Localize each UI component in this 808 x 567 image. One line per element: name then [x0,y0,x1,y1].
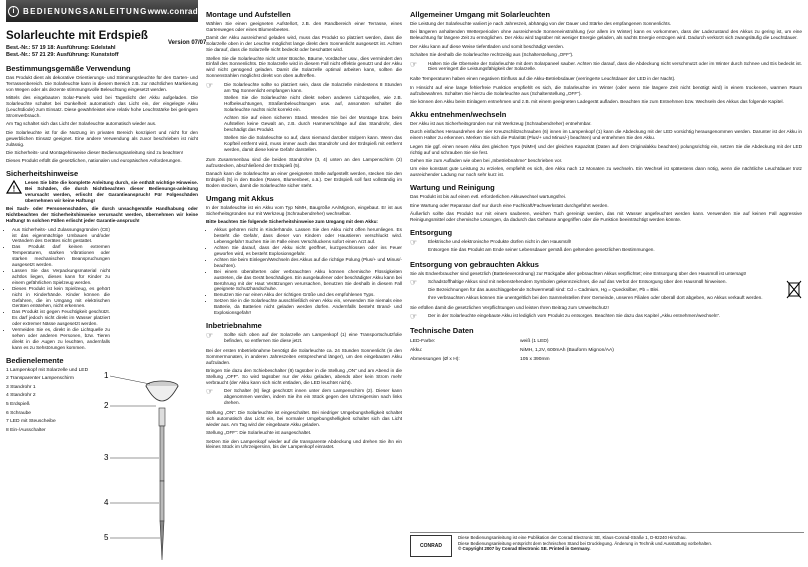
crossed-bin-icon [786,279,802,299]
paragraph: Legen Sie ggf. einen neuen Akku des gleichen Typs (NiMH) und der gleichen Kapazität (Daten auf dem Originalakku beachten) polungsrichtig ein, setzen Sie die Abdeckung mit der LED richtig auf und schrauben Sie sie fest. [410,143,802,155]
paragraph: Damit der Akku ausreichend geladen wird, muss das Produkt so platziert werden, dass die Solarzelle oben in der Leuchte möglichst lange direkt dem Sonnenlicht ausgesetzt ist. Achten Sie darauf, dass die Solarzelle nicht bedeckt oder beschattet wird. [206,35,402,53]
order-number: Best.-Nr.: 57 21 29: Ausführung: Kunststoff [6,52,119,58]
paragraph: Schalten Sie deshalb die Solarleuchte rechtzeitig aus (Schalterstellung „OFF“). [410,52,574,58]
list-item: 4 Standrohr 2 [6,393,36,399]
tech-row: LED-Farbe: weiß (1 LED) [410,339,549,345]
paragraph: Mittels des eingebauten Solar-Panels wird bei Tageslicht der Akku aufgeladen. Die Solarleuchte schaltet bei Dunkelheit automatisch das Licht ein, der eingelegte Akku (Leuchtdiode) zum Einsatz. Diese gewährleistet eine relativ hohe Leuchtstärke bei geringem Stromverbrauch. [6,95,198,118]
heading-controls: Bedienelemente [6,355,64,365]
note-text: Elektrische und elektronische Produkte dürfen nicht in den Hausmüll! [428,238,572,244]
pointing-hand-icon: ☞ [410,59,418,69]
paragraph: Die Solarleuchte ist für die Nutzung im privaten Bereich konzipiert und nicht für den gewerblichen Einsatz geeignet. Eine andere Verwendung als zuvor beschrieben ist nicht zulässig. [6,129,198,147]
pointing-hand-icon: ☞ [410,278,418,288]
paragraph: Um eine konstant gute Leistung zu erzielen, empfiehlt es sich, den Akku nach 12 Monaten zu wechseln. Ein Wechsel ist spätestens dann nötig, wenn die nächtliche Leuchtdauer trotz ausreichender Ladung nur noch sehr kurz ist. [410,166,802,178]
page-title: Solarleuchte mit Erdspieß [6,30,148,42]
list-item: 6 Schraube [6,410,32,416]
header-bar [6,0,218,22]
note-text: Der in der Solarleuchte eingebaute Akku ist lediglich vom Produkt zu entsorgen. Beachten Sie dazu das Kapitel „Akku entnehmen/wechseln“. [428,313,721,319]
paragraph: Stellung „OFF“: Die Solarleuchte ist ausgeschaltet. [206,430,312,436]
note-text: Achten Sie auf einen sicheren Stand. Wenden Sie bei der Montage bzw. beim Aufstellen keine Gewalt an, z.B. durch Hammerschläge auf das Standrohr, dies beschädigt das Produkt. [224,115,402,132]
heading-battery-disposal: Entsorgung von gebrauchten Akkus [410,259,539,269]
paragraph: Der Akku ist aus Sicherheitsgründen nur mit Werkzeug (Schraubendreher) entnehmbar. [410,120,592,126]
heading-maintenance: Wartung und Reinigung [410,183,495,193]
heading-safety: Sicherheitshinweise [6,169,79,179]
note-text: Stellen Sie die Solarleuchte so auf, dass niemand darüber stolpern kann. Wenn das Kopfteil entfernt wird, muss immer auch das Standrohr und der Erdspieß mit entfernt werden, damit diese keine Gefahr darstellen. [224,134,402,152]
list-item: • Das Produkt ist gegen Feuchtigkeit geschützt. Es darf jedoch nicht direkt im Wasser platziert oder extremer Nässe ausgesetzt werden. [12,309,110,327]
paragraph: Äußerlich sollte das Produkt nur mit einem sauberen, weichen Tuch gereinigt werden, das mit Wasser angefeuchtet werden kann. Verwenden Sie auf keinen Fall aggressive Reinigungsmittel oder chemische Lösungen, da dadurch das Gehäuse angegriffen oder die Funktion beeinträchtigt werden könnte. [410,211,802,222]
paragraph: Die Sicherheits- und Montagehinweise dieser Bedienungsanleitung sind zu beachten! [6,149,184,155]
manual-label: BEDIENUNGSANLEITUNG [23,6,148,16]
order-number: Best.-Nr.: 57 19 18: Ausführung: Edelstahl [6,45,116,51]
paragraph: Dieses Produkt erfüllt die gesetzlichen, nationalen und europäischen Anforderungen. [6,158,182,164]
paragraph: Das Produkt dient als dekorative Orientierungs- und Stimmungsleuchte für den Garten- und Terrassenbereich. Die Solarleuchte kann in diesem Bereich z.B. zur nächtlichen Markierung von Wegen oder als dezente stimmungsvolle Beleuchtung eingesetzt werden. [6,75,198,92]
callout-3: 3 [104,453,109,462]
footer-text: Diese Bedienungsanleitung ist eine Publikation der Conrad Electronic SE, Klaus-Conrad-Straße 1, D-92240 Hirschau. Diese Bedienungsanleitung entspricht dem technischen Stand bei Drucklegung. Änderung in Technik und Ausstattung vorbehalten. © Copyright 2007 by Conrad Electronic SE. Printed in Germany. [458,535,804,563]
paragraph: Bei der ersten Inbetriebnahme benötigt die Solarleuchte ca. 24 Stunden Sonnenlicht (in den Sommermonaten, in anderen Jahreszeiten entsprechend länger), um den eingebauten Akku aufzuladen. [206,347,402,365]
note-text: Halten Sie die Oberseite der Solarleuchte mit dem Solarpaneel sauber. Achten Sie darauf, dass die Abdeckung nicht verschmutzt oder im Winter durch Schnee und Eis bedeckt ist. Dies verringert die Leistungsfähigkeit der Solarzelle. [428,60,802,72]
conrad-logo: CONRAD [410,535,452,557]
note-text: Der Schalter (8) liegt geschützt innen unter dem Lampenschirm (2). Dieser kann abgenommen werden, indem Sie ihn ein Stück gegen den Uhrzeigersinn nach links drehen. [224,388,402,406]
paragraph: Sie erfüllen damit die gesetzlichen Verpflichtungen und leisten Ihren Beitrag zum Umweltschutz! [410,304,609,310]
battery-safety-list [206,227,402,316]
list-item: 8 Ein-/Ausschalter [6,427,46,433]
paragraph: Bei längeren anhaltenden Wetterperioden ohne ausreichende Sonneneinstrahlung (vor allem im Winter) kann es vorkommen, dass der Ladezustand des Akkus zu gering ist, um eine Beleuchtung für längere Zeit zu ermöglichen. Der Akku wird tagsüber mit weniger Energie geladen, als nachts Energie entzogen wird. Dadurch verkürzt sich zwangsläufig die Leuchtdauer. [410,29,802,41]
heading-intended-use: Bestimmungsgemäße Verwendung [6,64,131,73]
callout-4: 4 [104,498,109,507]
note-block [410,61,802,75]
heading-general-handling: Allgemeiner Umgang mit Solarleuchten [410,10,551,19]
heading-tech-data: Technische Daten [410,326,474,336]
paragraph: Wählen Sie einen geeigneten Aufstellort, z.B. den Randbereich einer Terrasse, eines Gartenweges oder eines Blumenbeetes. [206,21,402,32]
list-item: 5 Erdspieß [6,402,30,408]
footer [410,532,804,563]
paragraph: Eine Wartung oder Reparatur darf nur durch eine Fachkraft/Fachwerkstatt durchgeführt werden. [410,202,609,208]
lamp-illustration [102,368,196,564]
paragraph: Durch einfaches Herausdrehen der vier Kreuzschlitzschrauben (6) innen im Lampenkopf (1) kann die Abdeckung mit der LED vorsichtig herausgenommen werden. Darunter ist der Akku in einem Halter zu erkennen. Merken Sie sich die Polarität (Plus/+ und Minus/-) beachten) und entnehmen Sie den Akku. [410,129,802,141]
safety-list [6,227,110,351]
paragraph: In Hinsicht auf eine lange fehlerfreie Funktion empfiehlt es sich, die Solarleuchte im Winter (oder wenn Sie längere Zeit nicht benötigt wird) in einem trockenen, warmen Raum aufzubewahren. Schalten Sie hierzu die Solarleuchte aus (Schalterstellung „OFF“). [410,84,802,96]
warning-block [6,180,198,206]
note-block [206,388,402,408]
note-block [206,332,402,346]
pointing-hand-icon: ☞ [410,312,418,322]
column-2 [206,10,402,567]
list-item: • Lassen Sie das Verpackungsmaterial nicht achtlos liegen, dieses kann für Kinder zu einem gefährlichen Spielzeug werden. [12,268,110,286]
version-label: Version 07/07 [168,40,207,46]
pointing-hand-icon: ☞ [410,237,418,247]
heading-battery-replace: Akku entnehmen/wechseln [410,109,507,119]
list-item: • Benutzen Sie nur einen Akku der richtigen Größe und des empfohlenen Typs. [214,292,402,298]
list-item: 3 Standrohr 1 [6,384,36,390]
note-text: Ihre verbrauchten Akkus können Sie unentgeltlich bei den Sammelstellen Ihrer Gemeinde, unseren Filialen oder überall dort abgeben, wo Akkus verkauft werden. [428,294,763,300]
paragraph: Bringen Sie dazu den Schiebeschalter (8) tagsüber in die Stellung „ON“ und am Abend in die Stellung „OFF“. So wird tagsüber nur der Akku geladen, abends aber kein Strom mehr verbraucht (der Akku kann sich nicht entladen, die LED leuchtet nicht). [206,368,402,385]
heading-commissioning: Inbetriebnahme [206,320,262,330]
warning-text: Bei Sach- oder Personenschäden, die durch unsachgemäße Handhabung oder Nichtbeachten der Sicherheitshinweise verursacht werden, übernehmen wir keine Haftung! In solchen Fällen erlischt jeder Garantie-anspruch! [6,206,198,224]
note-text: Die Bezeichnungen für das ausschlaggebende Schwermetall sind: Cd = Cadmium, Hg = Quecksilber, Pb = Blei. [428,286,660,292]
copyright: © Copyright 2007 by Conrad Electronic SE. Printed in Germany. [458,546,591,552]
note-block [206,82,402,155]
note-text: Die Solarleuchte sollte so platziert sein, dass die Solarzelle mindestens 8 Stunden am Tag Sonnenlicht empfangen kann. [224,81,402,93]
paragraph: Stellung „ON“: Die Solarleuchte ist eingeschaltet. Bei niedriger Umgebungshelligkeit schaltet sich automatisch das Licht ein, bei normaler Umgebungshelligkeit schaltet sich das Licht wieder aus. Am Tag wird der eingebaute Akku geladen. [206,409,402,427]
tech-row: Abmessungen (Ø x H): 105 x 390mm [410,357,550,363]
pointing-hand-icon: ☞ [206,80,214,90]
list-item: • Achten Sie beim Einlegen/Wechseln des Akkus auf die richtige Polung (Plus/+ und Minus/- beachten). [214,257,402,269]
heading-mounting: Montage und Aufstellen [206,10,291,19]
note-text: Stellen Sie die Solarleuchte nicht direkt neben anderen Lichtquellen, wie z.B. Hofbeleuchtungen, Straßenbeleuchtungen usw. auf, ansonsten schaltet die Solarleuchte nachts nicht korrekt ein. [224,95,402,113]
list-item: 1 Lampenkopf mit Solarzelle und LED [6,367,89,373]
paragraph: Setzen Sie den Lampenkopf wieder auf die transparente Abdeckung und drehen Sie ihn ein kleines Stück im Uhrzeigersinn, bis der Lampenkopf einrastet. [206,438,402,450]
pointing-hand-icon: ☞ [206,330,214,340]
warning-triangle-icon [6,180,22,194]
note-block [410,279,802,303]
note-block [410,313,802,321]
list-item: 7 LED mit Steuscheibe [6,419,56,425]
info-icon: i [8,6,19,17]
callout-5: 5 [104,533,109,542]
pointing-hand-icon: ☞ [206,387,214,397]
heading-disposal: Entsorgung [410,227,453,237]
paragraph: Zum Zusammenbau sind die beiden Standrohre (3, 4) unten an den Lampenschirm (2) aufzustecken, abschließend der Erdspieß (5). [206,156,402,168]
note-text: Entsorgen Sie das Produkt am Ende seiner Lebensdauer gemäß den geltenden gesetzlichen Bestimmungen. [428,246,655,252]
warning-text: Lesen Sie bitte die komplette Anleitung durch, sie enthält wichtige Hinweise. Bei Schäden, die durch Nichtbeachten dieser Bedienungs-anleitung verursacht werden, erlischt der Garantieanspruch! Für Folgeschäden übernehmen wir keine Haftung! [25,180,198,203]
list-item: • Vermeiden Sie es, direkt in die Lichtquelle zu sehen oder anderen Personen, bzw. Tieren direkt in die Augen zu leuchten, andernfalls kann es zu Sehstörungen kommen. [12,327,110,351]
paragraph: Der Akku kann auf diese Weise tiefentladen und somit beschädigt werden. [410,43,565,49]
heading-battery-handling: Umgang mit Akkus [206,193,274,203]
svg-text:!: ! [12,184,16,194]
note-text: Sollte sich oben auf der Solarzelle am Lampenkopf (1) eine Transportschutzfolie befinden, so entfernen Sie diese jetzt. [224,331,402,343]
column-3 [410,10,802,531]
list-item: • Setzen Sie in die Solarleuchte ausschließlich einen Akku ein, verwenden Sie niemals eine Batterie, da Batterien nicht geladen werden dürfen. Andernfalls besteht Brand- und Explosionsgefahr! [214,298,402,316]
list-item: • Akkus gehören nicht in Kinderhände. Lassen Sie den Akku nicht offen herumliegen. Es besteht die Gefahr, dass dieser von Kindern oder Haustieren verschluckt wird. Lebensgefahr! Suchen Sie im Falle eines Verschluckens sofort einen Arzt auf. [214,227,402,245]
list-item: • Achten Sie darauf, dass der Akku nicht geöffnet, kurzgeschlossen oder ins Feuer geworfen wird, es besteht Explosionsgefahr. [214,245,402,257]
list-item: • Dieses Produkt ist kein Spielzeug, es gehört nicht in Kinderhände. Kinder können die Gefahren, die im Umgang mit elektrischen Geräten entstehen, nicht erkennen. [12,286,110,310]
paragraph-bold: Bitte beachten Sie folgende Sicherheitshinweise zum Umgang mit dem Akku: [206,218,378,224]
paragraph: Am Tag schaltet sich das Licht der Solarleuchte automatisch wieder aus. [6,121,157,127]
list-item: • Bei einem überalterten oder verbrauchten Akku können chemische Flüssigkeiten austreten, die das Gerät beschädigen. Ein ausgelaufener oder beschädigter Akku kann bei Berührung mit der Haut Verätzungen verursachen, benutzen Sie deshalb in diesem Fall geeignete Schutzhandschuhe. [214,269,402,293]
paragraph: Stellen Sie die Solarleuchte nicht unter Büsche, Bäume, Vordächer usw., dies vermindert den Einfall des Sonnenlichts. Die Solarzelle wird in diesem Fall nicht effektiv genutzt und der Akku wird nicht genügend geladen. Damit die Solarzelle optimal arbeiten kann, sollten die Sonnenstrahlen möglichst direkt von oben auftreffen. [206,55,402,79]
paragraph: Kalte Temperaturen haben einen negativen Einfluss auf die Akku-Betriebsdauer (verringerte Leuchtdauer der LED in der Nacht). [410,76,676,82]
paragraph: Die Leistung der Solarleuchte variiert je nach Jahreszeit, abhängig von der Dauer und Stärke des empfangenen Sonnenlichts. [410,21,672,26]
tech-row: Akku: NiMH, 1,2V, 600mAh (Bauform Mignon/AA) [410,348,614,354]
list-item: • Aus Sicherheits- und Zulassungsgründen (CE) ist das eigenmächtige Umbauen und/oder Verändern des Gerätes nicht gestattet. [12,227,110,245]
callout-2: 2 [104,401,109,410]
paragraph: Sie können den Akku beim Einlagern entnehmen und z.B. mit einem geeigneten Ladegerät aufladen. Beachten Sie zum Entnehmen bzw. Wechseln des Akkus das folgende Kapitel. [410,99,784,105]
paragraph: Das Produkt ist bis auf einen evtl. erforderlichen Akkuwechsel wartungsfrei. [410,194,567,200]
note-text: Schadstoffhaltige Akkus sind mit nebenstehendem Symbolen gekennzeichnet, die auf das Verbot der Entsorgung über den Hausmüll hinweisen. [428,279,727,285]
paragraph: In der Solarleuchte ist ein Akku vom Typ NiMH, Baugröße AA/Mignon, eingebaut. Er ist aus Sicherheitsgründen nur mit Werkzeug (Schraubendreher) wechselbar. [206,204,402,216]
tech-data [410,337,802,364]
note-block [410,239,802,255]
paragraph: Sie als Endverbraucher sind gesetzlich (Batterieverordnung) zur Rückgabe aller gebrauchten Akkus verpflichtet; eine Entsorgung über den Hausmüll ist untersagt! [410,270,747,276]
website-label: www.conrad.com [147,6,218,16]
list-item: 2 Transparenter Lampenschirm [6,376,74,382]
paragraph: Danach kann die Solarleuchte an einer geeigneten Stelle aufgestellt werden, stecken Sie den Erdspieß (5) in den Boden (Rasen, Blumenbeet, o.ä.). Der Erdspieß soll fast vollständig im Boden stecken, damit die Solarleuchte sicher steht. [206,170,402,188]
list-item: • Das Produkt darf keinen extremen Temperaturen, starken Vibrationen oder starken mechanischen Beanspruchungen ausgesetzt werden. [12,244,110,268]
callout-1: 1 [104,371,109,380]
paragraph: Gehen Sie zum Aufladen wie oben bei „Inbetriebnahme“ beschrieben vor. [410,158,563,163]
